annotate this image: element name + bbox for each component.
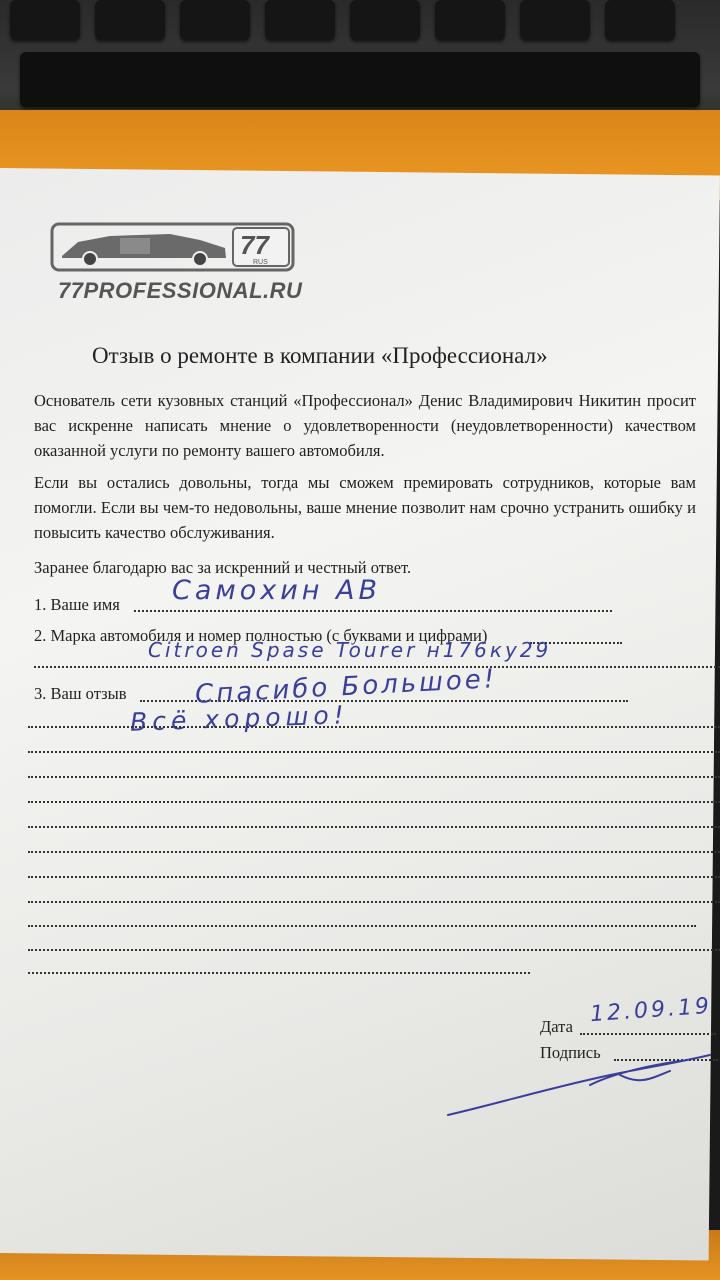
keyboard-key: [265, 0, 335, 40]
keyboard-key: [180, 0, 250, 40]
car-dotted-line-2: [34, 664, 720, 668]
site-name: 77PROFESSIONAL.RU: [58, 278, 303, 303]
date-handwritten: 12.09.19: [589, 993, 713, 1028]
review-handwritten-1: Спасибо Большое!: [194, 664, 498, 710]
date-dotted-line: [580, 1031, 716, 1035]
review-label: 3. Ваш отзыв: [34, 684, 127, 703]
logo-badge: 77: [240, 230, 269, 260]
keyboard-key: [350, 0, 420, 40]
thanks-paragraph: Заранее благодарю вас за искренний и честный ответ.: [34, 558, 412, 577]
review-dotted-line: [28, 970, 530, 974]
review-dotted-line: [28, 749, 720, 753]
name-dotted-line: [134, 608, 612, 612]
review-dotted-line: [28, 874, 720, 878]
review-dotted-line: [28, 947, 720, 951]
satisfaction-paragraph: Если вы остались довольны, тогда мы сможем премировать сотрудников, которые вам помогли. Если вы чем-то недовольны, ваше мнение позволит нам срочно устранить ошибку и повысить качество обслуживания.: [34, 473, 696, 542]
review-dotted-line: [28, 799, 720, 803]
keyboard-key: [95, 0, 165, 40]
review-dotted-line: [28, 923, 696, 927]
review-dotted-line: [28, 774, 720, 778]
review-handwritten-2: Всё хорошо!: [129, 700, 350, 737]
name-label: 1. Ваше имя: [34, 595, 120, 614]
keyboard-key: [10, 0, 80, 40]
form-title: Отзыв о ремонте в компании «Профессионал»: [92, 343, 548, 368]
company-logo: [50, 222, 295, 272]
logo-sub: RUS: [253, 259, 268, 266]
review-dotted-line: [28, 824, 720, 828]
review-dotted-line: [28, 724, 720, 728]
car-handwritten: Citroen Spase Tourer н176ку29: [148, 638, 552, 662]
keyboard-key: [605, 0, 675, 40]
date-label: Дата: [540, 1017, 573, 1036]
keyboard-key: [520, 0, 590, 40]
review-dotted-line: [28, 899, 720, 903]
intro-paragraph: Основатель сети кузовных станций «Профессионал» Денис Владимирович Никитин просит вас искренне написать мнение о удовлетворенности (неудовлетворенности) качеством оказанной услуги по ремонту вашего автомобиля.: [34, 391, 696, 460]
name-handwritten: Самохин АВ: [172, 575, 382, 606]
car-label: 2. Марка автомобиля и номер полностью (с буквами и цифрами): [34, 626, 488, 645]
handwritten-signature: [440, 1045, 720, 1125]
signature-label: Подпись: [540, 1043, 601, 1062]
review-dotted-line: [28, 849, 720, 853]
keyboard-spacebar-row: [20, 52, 700, 107]
keyboard-key: [435, 0, 505, 40]
